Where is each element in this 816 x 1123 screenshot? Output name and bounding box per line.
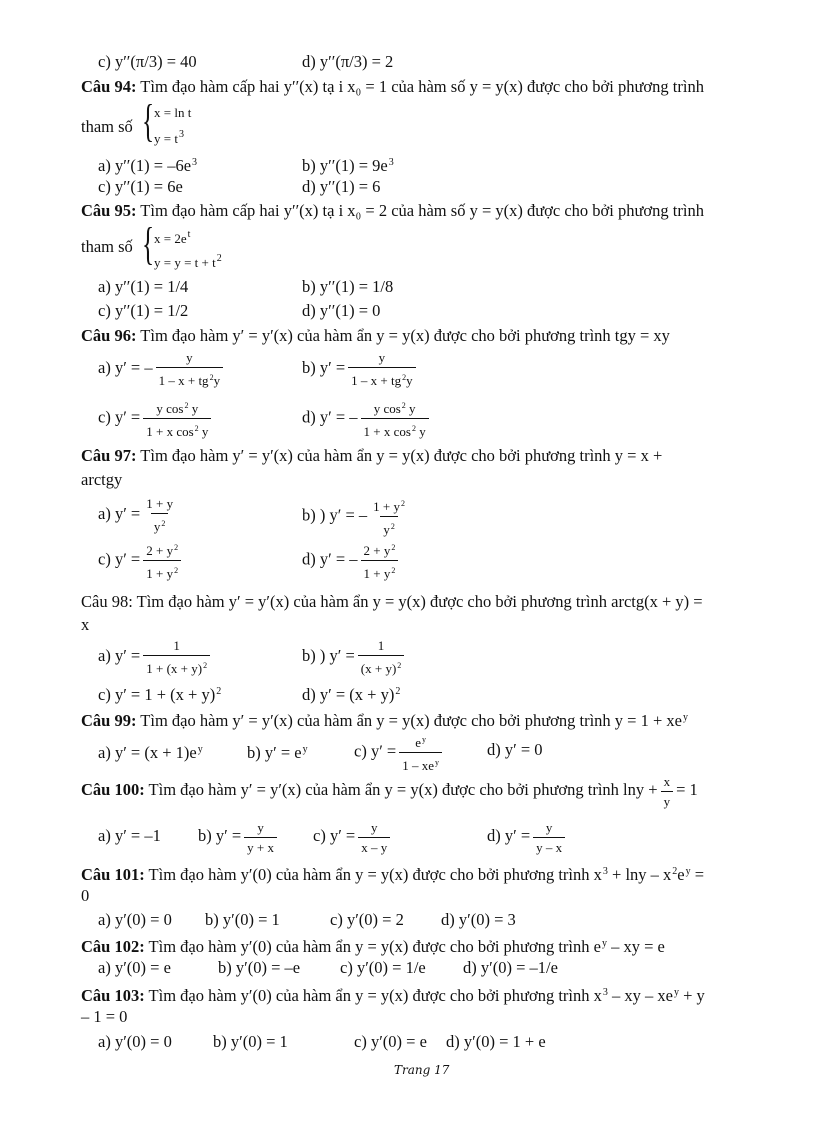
q103-option-c: c) y′(0) = e (354, 1032, 427, 1051)
q98-option-b: b) ) y′ = $\frac{1}{(x + y)^2}$ (302, 638, 407, 676)
q96-option-d: d) y′ = – $\frac{y \cos^2 y}{1 + x \cos^2 y}$ (302, 398, 432, 439)
q99-number: Câu 99: (81, 711, 137, 730)
q101-option-a: a) y′(0) = 0 (98, 910, 172, 929)
q95-sys-line2: $y = y = t + t^2$ (154, 253, 222, 270)
q103-stem: Câu 103: Tìm đạo hàm y′(0) của hàm ẩn y = y(x) được cho bởi phương trình $x^3$ – xy – $xe^y + y$ (81, 986, 705, 1005)
q100-option-a: a) y′ = –1 (98, 826, 161, 845)
q96-text: Tìm đạo hàm y′ = y′(x) của hàm ẩn y = y(x) được cho bởi phương trình tgy = xy (140, 326, 670, 345)
q100-option-c: c) y′ = $\frac{y}{x - y}$ (313, 818, 393, 855)
q99-option-b: b) $y' = e^y$ (247, 743, 308, 762)
q100-stem-fraction: $\frac{x}{y}$ (661, 774, 674, 809)
q100-b-fraction: $\frac{y}{y + x}$ (244, 820, 277, 855)
q95-stem (81, 201, 704, 221)
q95-number: Câu 95: (81, 201, 137, 220)
q100-d-fraction: $\frac{y}{y - x}$ (533, 820, 565, 855)
q102-text: Tìm đạo hàm y′(0) của hàm ẩn y = y(x) được cho bởi phương trình e (148, 937, 601, 956)
q103-text: Tìm đạo hàm y′(0) của hàm ẩn y = y(x) được cho bởi phương trình x (148, 986, 602, 1005)
q99-option-a: a) $y' = (x + 1)e^y$ (98, 743, 203, 762)
q98-option-a: a) y′ = $\frac{1}{1 + (x + y)^2}$ (98, 638, 213, 676)
q97-number: Câu 97: (81, 446, 137, 465)
q96-stem (81, 326, 670, 346)
q97-option-d: d) y′ = – $\frac{2 + y^2}{1 + y^2}$ (302, 540, 401, 581)
q99-c-fraction: $\frac{e^y}{1 - xe^y}$ (399, 732, 442, 773)
q96-c-fraction: $\frac{y \cos^2 y}{1 + x \cos^2 y}$ (143, 398, 211, 439)
page-footer: Trang 17 (394, 1063, 450, 1077)
q97-option-b: b) ) y′ = – $\frac{1 + y^2}{y^2}$ (302, 496, 411, 537)
q94-sys-line2: $y = t^3$ (154, 129, 184, 146)
q95-param-label: tham số (81, 237, 133, 256)
q95-option-a: a) y′′(1) = 1/4 (98, 277, 189, 296)
q96-d-fraction: $\frac{y \cos^2 y}{1 + x \cos^2 y}$ (361, 398, 429, 439)
q99-option-c: c) y′ = $\frac{e^y}{1 - xe^y}$ (354, 732, 445, 773)
q97-d-fraction: $\frac{2 + y^2}{1 + y^2}$ (361, 540, 399, 581)
q101-option-b: b) y′(0) = 1 (205, 910, 280, 929)
q95-brace: { (142, 218, 155, 269)
q94-option-a: a) $y''(1) = -6e^3$ (98, 156, 198, 175)
q103-stem-cont: – 1 = 0 (81, 1007, 128, 1026)
q97-stem-cont: arctgy (81, 470, 123, 489)
q97-b-fraction: $\frac{1 + y^2}{y^2}$ (373, 499, 405, 537)
q103-option-d: d) y′(0) = 1 + e (446, 1032, 546, 1051)
q94-option-c: c) y′′(1) = 6e (98, 177, 183, 196)
q98-stem (81, 592, 703, 612)
q98-option-d: d) $y' = (x + y)^2$ (302, 685, 401, 704)
q100-number: Câu 100: (81, 780, 145, 799)
q94-option-b: b) $y''(1) = 9e^3$ (302, 156, 394, 175)
q96-option-c: c) y′ = $\frac{y \cos^2 y}{1 + x \cos^2 y}$ (98, 398, 214, 439)
q94-param-label: tham số (81, 117, 133, 136)
q95-system (154, 226, 222, 271)
q99-stem: Câu 99: Tìm đạo hàm y′ = y′(x) của hàm ẩn y = y(x) được cho bởi phương trình $y = 1 + xe^y$ (81, 711, 688, 730)
q95-text: Tìm đạo hàm cấp hai y′′(x) tạ i x₀ = 2 của hàm số y = y(x) được cho bởi phương trình (140, 201, 704, 220)
q94-brace: { (142, 95, 155, 146)
q96-option-b: b) y′ = $\frac{y}{1 - x + tg^2y}$ (302, 350, 419, 388)
q97-option-a: a) y′ = $\frac{1 + y}{y^2}$ (98, 496, 179, 534)
q97-option-c: c) y′ = $\frac{2 + y^2}{1 + y^2}$ (98, 540, 184, 581)
q96-a-fraction: $\frac{y}{1 - x + tg^2y}$ (156, 350, 223, 388)
q97-c-fraction: $\frac{2 + y^2}{1 + y^2}$ (143, 540, 181, 581)
q97-a-fraction: $\frac{1 + y}{y^2}$ (146, 496, 174, 535)
q95-option-c: c) y′′(1) = 1/2 (98, 301, 189, 320)
q99-option-d: d) y′ = 0 (487, 740, 543, 759)
q94-option-d: d) y′′(1) = 6 (302, 177, 381, 196)
q97-stem (81, 446, 662, 466)
q94-number: Câu 94: (81, 77, 137, 96)
q96-option-a: a) y′ = – $\frac{y}{1 - x + tg^2y}$ (98, 350, 226, 388)
q98-text: Tìm đạo hàm y′ = y′(x) của hàm ẩn y = y(x) được cho bởi phương trình arctg(x + y) = (136, 592, 703, 611)
q98-b-fraction: $\frac{1}{(x + y)^2}$ (358, 638, 405, 676)
q98-number: Câu 98: (81, 592, 133, 611)
q102-option-a: a) y′(0) = e (98, 958, 171, 977)
q101-stem-cont: 0 (81, 886, 90, 905)
q94-text: Tìm đạo hàm cấp hai y′′(x) tạ i x₀ = 1 của hàm số y = y(x) được cho bởi phương trình (140, 77, 704, 96)
q101-option-c: c) y′(0) = 2 (330, 910, 404, 929)
q103-option-b: b) y′(0) = 1 (213, 1032, 288, 1051)
q98-stem-cont: x (81, 615, 90, 634)
q100-stem: Câu 100: Tìm đạo hàm y′ = y′(x) của hàm ẩn y = y(x) được cho bởi phương trình lny + $\frac{x}{y}$ = 1 (81, 773, 698, 809)
q94-system (154, 104, 191, 147)
q101-option-d: d) y′(0) = 3 (441, 910, 516, 929)
q101-stem: Câu 101: Tìm đạo hàm y′(0) của hàm ẩn y = y(x) được cho bởi phương trình $x^3 + \ln y - x^2e^y$ = (81, 865, 705, 884)
q93-option-d: d) y′′(π/3) = 2 (302, 52, 394, 71)
q94-stem (81, 77, 704, 97)
q99-text: Tìm đạo hàm y′ = y′(x) của hàm ẩn y = y(x) được cho bởi phương trình y = 1 + xe (140, 711, 682, 730)
q93-option-c: c) y′′(π/3) = 40 (98, 52, 197, 71)
q98-a-fraction: $\frac{1}{1 + (x + y)^2}$ (143, 638, 210, 676)
q103-number: Câu 103: (81, 986, 145, 1005)
q94-sys-line1: x = ln t (154, 105, 192, 120)
q101-text: Tìm đạo hàm y′(0) của hàm ẩn y = y(x) được cho bởi phương trình x (148, 865, 602, 884)
q95-option-b: b) y′′(1) = 1/8 (302, 277, 394, 296)
q95-sys-line1: $x = 2e^t$ (154, 229, 191, 246)
q100-option-d: d) y′ = $\frac{y}{y - x}$ (487, 818, 568, 855)
q102-stem: Câu 102: Tìm đạo hàm y′(0) của hàm ẩn y = y(x) được cho bởi phương trình $e^y$ – xy = e (81, 937, 665, 956)
q96-number: Câu 96: (81, 326, 137, 345)
q102-option-b: b) y′(0) = –e (218, 958, 301, 977)
q95-option-d: d) y′′(1) = 0 (302, 301, 381, 320)
q100-c-fraction: $\frac{y}{x - y}$ (358, 820, 390, 855)
q101-number: Câu 101: (81, 865, 145, 884)
q97-text: Tìm đạo hàm y′ = y′(x) của hàm ẩn y = y(x) được cho bởi phương trình y = x + (140, 446, 663, 465)
q102-option-d: d) y′(0) = –1/e (463, 958, 558, 977)
q96-b-fraction: $\frac{y}{1 - x + tg^2y}$ (348, 350, 415, 388)
q102-number: Câu 102: (81, 937, 145, 956)
q98-option-c: c) $y' = 1 + (x + y)^2$ (98, 685, 222, 704)
q102-option-c: c) y′(0) = 1/e (340, 958, 426, 977)
q103-option-a: a) y′(0) = 0 (98, 1032, 172, 1051)
q100-option-b: b) y′ = $\frac{y}{y + x}$ (198, 818, 280, 855)
q100-text: Tìm đạo hàm y′ = y′(x) của hàm ẩn y = y(x) được cho bởi phương trình lny + (148, 780, 658, 799)
